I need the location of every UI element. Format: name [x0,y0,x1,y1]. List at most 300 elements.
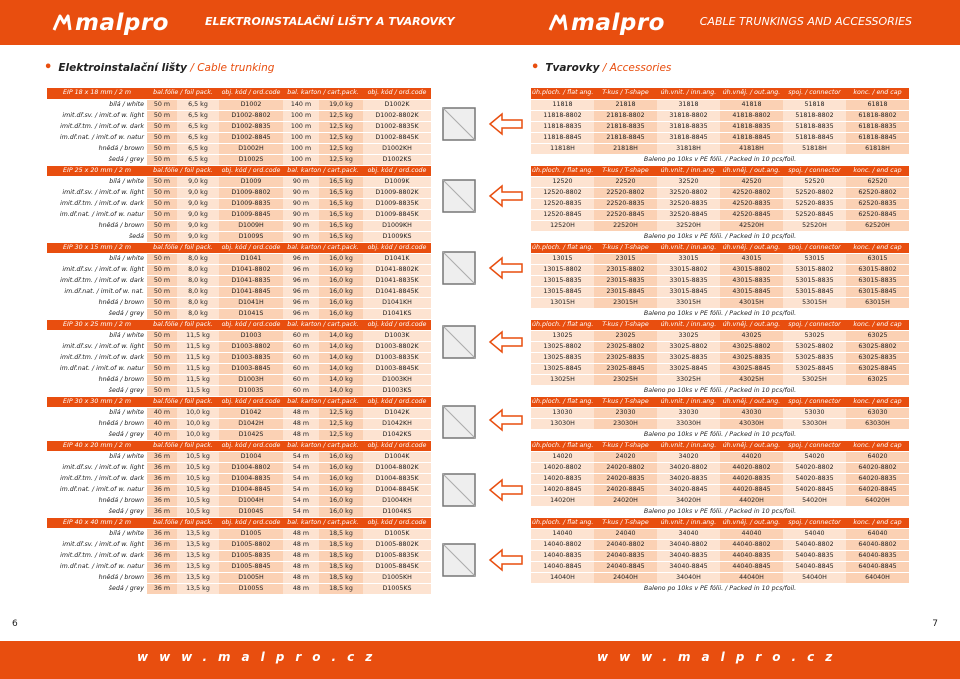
table-cell: D1041-8835K [363,275,431,286]
header-cell: konc. / end cap [846,242,909,253]
table-cell: D1004-8835 [219,473,283,484]
table-cell: 64020-8845 [846,484,909,495]
table-cell: 12520-8802 [531,187,594,198]
table-cell: 40 m [147,407,177,418]
table-cell: D1004KH [363,495,431,506]
header-bar [480,0,960,45]
table-cell: 23025-8835 [594,352,657,363]
table-row [47,495,431,506]
table-cell: 10,5 kg [177,451,219,462]
table-cell: 54040-8845 [783,561,846,572]
color-label: bílá / white [47,528,147,539]
table-cell: D1009S [219,231,283,242]
table-cell: 50 m [147,110,177,121]
table-cell: 11818H [531,143,594,154]
table-row [47,572,431,583]
table-cell: 11,5 kg [177,341,219,352]
header-cell: úh.vnit. / inn.ang. [657,165,720,176]
table-cell: D1042KH [363,418,431,429]
header-cell: bal. karton / cart.pack. [283,242,363,253]
arrow-left-icon [488,112,524,140]
table-cell: 32520 [657,176,720,187]
table-cell: 54020H [783,495,846,506]
table-cell: 41818-8845 [720,132,783,143]
table-cell: 53025H [783,374,846,385]
table-cell: 54020-8845 [783,484,846,495]
header-cell: T-kus / T-shape [594,396,657,407]
header-cell: bal.fólie / foil pack. [147,165,219,176]
table-cell: 33025 [657,330,720,341]
website-link[interactable]: www.malpro.cz [597,650,844,664]
header-cell: bal. karton / cart.pack. [283,88,363,99]
table-cell: D1003-8802K [363,341,431,352]
table-cell: 13,5 kg [177,583,219,594]
table-cell: D1003-8802 [219,341,283,352]
logo-text: malpro [571,10,665,36]
table-cell: D1041-8835 [219,275,283,286]
table-cell: 34020-8845 [657,484,720,495]
table-cell: 11818-8802 [531,110,594,121]
table-cell: 34020 [657,451,720,462]
table-cell: 16,0 kg [319,275,363,286]
table-cell: 60 m [283,363,319,374]
arrow-left-icon [488,256,524,284]
table-cell: 90 m [283,198,319,209]
table-cell: 12520-8835 [531,198,594,209]
table-cell: 90 m [283,176,319,187]
table-cell: D1041KH [363,297,431,308]
table-cell: D1005-8845K [363,561,431,572]
table-cell: 34040-8802 [657,539,720,550]
table-cell: 13025H [531,374,594,385]
table-cell: 43015-8845 [720,286,783,297]
table-cell: 43015 [720,253,783,264]
table-cell: 61818H [846,143,909,154]
table-row [531,341,909,352]
header-cell: obj. kód / ord.code [219,242,283,253]
table-cell: 16,5 kg [319,187,363,198]
table-cell: 44040 [720,528,783,539]
table-cell: 50 m [147,99,177,110]
table-cell: D1005KS [363,583,431,594]
table-cell: 18,5 kg [319,539,363,550]
header-cell: úh.ploch. / flat ang. [531,396,594,407]
table-cell: 23030H [594,418,657,429]
table-cell: 42520 [720,176,783,187]
table-cell: 43025-8845 [720,363,783,374]
header-cell: obj. kód / ord.code [219,440,283,451]
table-cell: 44020-8835 [720,473,783,484]
table-row [47,330,431,341]
table-cell: 53025 [783,330,846,341]
table-cell: 18,5 kg [319,572,363,583]
table-cell: 8,0 kg [177,308,219,319]
table-cell: D1002-8835 [219,121,283,132]
table-cell: 10,0 kg [177,418,219,429]
table-cell: D1002-8845 [219,132,283,143]
table-row [531,99,909,110]
table-cell: 42520-8802 [720,187,783,198]
table-cell: 24020 [594,451,657,462]
header-cell: úh.vněj. / out.ang. [720,319,783,330]
header-cell: úh.ploch. / flat ang. [531,242,594,253]
table-cell: 50 m [147,330,177,341]
table-row [531,187,909,198]
table-row [531,275,909,286]
table-row [47,506,431,517]
packing-note-row [531,429,909,440]
table-cell: 50 m [147,231,177,242]
table-cell: 8,0 kg [177,275,219,286]
table-cell: 100 m [283,143,319,154]
table-cell: D1002K [363,99,431,110]
table-cell: 51818-8802 [783,110,846,121]
table-cell: D1005-8802 [219,539,283,550]
table-group-header [47,242,431,253]
website-link[interactable]: www.malpro.cz [137,650,384,664]
table-row [531,572,909,583]
table-cell: 43015H [720,297,783,308]
table-cell: 64040-8802 [846,539,909,550]
header-cell: obj. kód / ord.code [219,165,283,176]
arrow-left-icon [488,548,524,576]
table-row [47,484,431,495]
table-row [47,407,431,418]
table-cell: 13015-8802 [531,264,594,275]
table-cell: 16,5 kg [319,198,363,209]
table-cell: D1003K [363,330,431,341]
table-row [47,561,431,572]
table-cell: 24020-8802 [594,462,657,473]
table-cell: 63025 [846,374,909,385]
table-cell: 14040-8802 [531,539,594,550]
table-cell: 14,0 kg [319,374,363,385]
table-cell: 51818-8845 [783,132,846,143]
color-label: imit.dř.tm. / imit.of w. dark [47,550,147,561]
table-row [47,209,431,220]
page-number: 7 [932,619,938,629]
table-cell: 100 m [283,132,319,143]
table-cell: D1009H [219,220,283,231]
table-cell: D1003H [219,374,283,385]
header-cell: spoj. / connector [783,440,846,451]
packing-note: Baleno po 10ks v PE fólii. / Packed in 10 pcs/foil. [531,429,909,440]
table-cell: 14,0 kg [319,363,363,374]
malpro-logo[interactable] [548,10,665,36]
table-cell: 36 m [147,561,177,572]
table-cell: 24020-8835 [594,473,657,484]
table-cell: 53015 [783,253,846,264]
table-row [47,308,431,319]
table-cell: D1004-8845K [363,484,431,495]
header-cell: T-kus / T-shape [594,440,657,451]
arrow-left-icon [488,478,524,506]
table-cell: 52520 [783,176,846,187]
table-cell: 13,5 kg [177,561,219,572]
color-label: hnědá / brown [47,374,147,385]
table-group-header [531,88,909,99]
table-cell: D1003KS [363,385,431,396]
table-cell: 12,5 kg [319,110,363,121]
color-label: imit.dř.tm. / imit.of w. dark [47,121,147,132]
table-cell: 64020 [846,451,909,462]
table-cell: 14,0 kg [319,330,363,341]
table-cell: 33025H [657,374,720,385]
table-cell: 48 m [283,429,319,440]
table-cell: 16,0 kg [319,473,363,484]
table-cell: D1003-8845 [219,363,283,374]
table-row [531,561,909,572]
table-cell: 33025-8802 [657,341,720,352]
table-cell: 14040-8845 [531,561,594,572]
trunking-illustration [439,540,479,580]
header-cell: EIP 30 x 15 mm / 2 m [47,242,147,253]
table-cell: D1003S [219,385,283,396]
table-cell: D1004K [363,451,431,462]
table-cell: 53015-8845 [783,286,846,297]
packing-note: Baleno po 10ks v PE fólii. / Packed in 10 pcs/foil. [531,308,909,319]
table-row [47,231,431,242]
header-cell: obj. kód / ord.code [363,440,431,451]
table-cell: D1009K [363,176,431,187]
table-cell: D1042K [363,407,431,418]
table-cell: 22520-8802 [594,187,657,198]
table-cell: 34040-8835 [657,550,720,561]
header-cell: bal.fólie / foil pack. [147,242,219,253]
table-cell: 12,5 kg [319,143,363,154]
table-cell: 51818 [783,99,846,110]
color-label: bílá / white [47,407,147,418]
table-group-header [47,517,431,528]
packing-note-row [531,154,909,165]
table-cell: 16,5 kg [319,176,363,187]
table-cell: 43025-8835 [720,352,783,363]
header-cell: obj. kód / ord.code [363,165,431,176]
table-row [47,385,431,396]
table-cell: 33030 [657,407,720,418]
table-cell: D1004-8802K [363,462,431,473]
table-cell: 50 m [147,341,177,352]
table-cell: 63030H [846,418,909,429]
table-cell: D1005-8835K [363,550,431,561]
table-cell: 36 m [147,451,177,462]
table-cell: 61818-8845 [846,132,909,143]
table-cell: D1041K [363,253,431,264]
malpro-logo[interactable] [52,10,169,36]
table-cell: 51818-8835 [783,121,846,132]
table-cell: 11818-8835 [531,121,594,132]
header-cell: úh.ploch. / flat ang. [531,517,594,528]
table-cell: 24040H [594,572,657,583]
table-cell: 43015-8802 [720,264,783,275]
table-cell: 60 m [283,341,319,352]
header-cell: bal. karton / cart.pack. [283,165,363,176]
color-label: im.dř.nat. / imit.of w. natur [47,363,147,374]
table-cell: D1041KS [363,308,431,319]
table-cell: 18,5 kg [319,528,363,539]
table-cell: 50 m [147,132,177,143]
table-cell: 12520-8845 [531,209,594,220]
table-cell: 10,5 kg [177,462,219,473]
header-cell: úh.vnit. / inn.ang. [657,242,720,253]
header-cell: obj. kód / ord.code [219,517,283,528]
table-row [47,154,431,165]
page-number: 6 [12,619,18,629]
table-cell: 8,0 kg [177,297,219,308]
color-label: hnědá / brown [47,495,147,506]
table-group-header [47,88,431,99]
table-row [47,363,431,374]
table-cell: D1009-8802 [219,187,283,198]
table-row [531,286,909,297]
table-cell: 12520H [531,220,594,231]
color-label: bílá / white [47,99,147,110]
table-cell: 13030 [531,407,594,418]
table-cell: 63015-8802 [846,264,909,275]
table-cell: 50 m [147,154,177,165]
table-cell: 36 m [147,528,177,539]
table-cell: 44020-8845 [720,484,783,495]
table-row [47,429,431,440]
table-cell: D1002KS [363,154,431,165]
table-cell: 36 m [147,583,177,594]
table-cell: 90 m [283,187,319,198]
accessories-table [531,88,909,595]
table-row [531,451,909,462]
table-cell: 96 m [283,308,319,319]
table-cell: 33015 [657,253,720,264]
table-cell: 54040 [783,528,846,539]
table-cell: 36 m [147,572,177,583]
table-cell: 44040-8845 [720,561,783,572]
table-cell: 54 m [283,473,319,484]
table-cell: 14,0 kg [319,352,363,363]
header-cell: konc. / end cap [846,165,909,176]
table-row [531,528,909,539]
table-cell: 31818H [657,143,720,154]
table-cell: 14020-8835 [531,473,594,484]
table-cell: 53015H [783,297,846,308]
table-cell: 43025H [720,374,783,385]
table-cell: 10,0 kg [177,429,219,440]
table-row [47,352,431,363]
logo-mark-icon [548,13,568,33]
header-cell: obj. kód / ord.code [363,242,431,253]
color-label: im.dř.nat. / imit.of w. natur [47,132,147,143]
table-cell: 34020-8835 [657,473,720,484]
table-cell: 13,5 kg [177,528,219,539]
table-cell: 24040 [594,528,657,539]
table-cell: 50 m [147,253,177,264]
table-cell: 60 m [283,385,319,396]
table-cell: 36 m [147,539,177,550]
table-row [47,462,431,473]
header-cell: bal.fólie / foil pack. [147,319,219,330]
table-cell: 52520H [783,220,846,231]
packing-note: Baleno po 10ks v PE fólii. / Packed in 10 pcs/foil. [531,506,909,517]
table-cell: 33015-8845 [657,286,720,297]
table-cell: 48 m [283,407,319,418]
table-cell: 100 m [283,121,319,132]
table-cell: D1041S [219,308,283,319]
header-cell: bal. karton / cart.pack. [283,440,363,451]
table-cell: 40 m [147,418,177,429]
header-cell: konc. / end cap [846,517,909,528]
table-cell: 48 m [283,550,319,561]
header-cell: T-kus / T-shape [594,517,657,528]
table-cell: 63015-8835 [846,275,909,286]
table-row [47,539,431,550]
table-cell: 36 m [147,550,177,561]
table-cell: 18,5 kg [319,561,363,572]
header-cell: úh.ploch. / flat ang. [531,88,594,99]
table-cell: 50 m [147,209,177,220]
table-cell: 31818 [657,99,720,110]
table-cell: 53015-8835 [783,275,846,286]
table-cell: 44020 [720,451,783,462]
table-cell: D1004-8845 [219,484,283,495]
table-cell: 16,0 kg [319,297,363,308]
table-cell: 24020-8845 [594,484,657,495]
table-row [531,462,909,473]
table-cell: 21818 [594,99,657,110]
table-cell: 50 m [147,143,177,154]
table-cell: 34040H [657,572,720,583]
table-row [531,495,909,506]
table-cell: 32520-8835 [657,198,720,209]
header-cell: T-kus / T-shape [594,88,657,99]
header-cell: obj. kód / ord.code [219,396,283,407]
table-cell: D1009-8845 [219,209,283,220]
table-cell: D1002H [219,143,283,154]
header-cell: úh.ploch. / flat ang. [531,165,594,176]
color-label: imit.dř.tm. / imit.of w. dark [47,473,147,484]
header-cell: úh.vněj. / out.ang. [720,440,783,451]
header-cell: EIP 30 x 25 mm / 2 m [47,319,147,330]
table-cell: 64040H [846,572,909,583]
table-row [531,209,909,220]
table-group-header [531,242,909,253]
table-cell: 12520 [531,176,594,187]
table-cell: 13,5 kg [177,539,219,550]
color-label: šedá / grey [47,308,147,319]
table-cell: 48 m [283,418,319,429]
header-cell: bal. karton / cart.pack. [283,319,363,330]
table-cell: D1002-8845K [363,132,431,143]
table-cell: 34020-8802 [657,462,720,473]
table-cell: 50 m [147,264,177,275]
table-cell: D1009-8802K [363,187,431,198]
table-row [531,132,909,143]
color-label: hnědá / brown [47,297,147,308]
table-cell: D1005KH [363,572,431,583]
table-group-header [531,440,909,451]
table-cell: D1009-8835 [219,198,283,209]
table-cell: 62520-8835 [846,198,909,209]
header-cell: spoj. / connector [783,319,846,330]
table-cell: 54 m [283,506,319,517]
table-group-header [47,440,431,451]
header-cell: úh.ploch. / flat ang. [531,440,594,451]
table-cell: 23015H [594,297,657,308]
table-cell: D1004-8802 [219,462,283,473]
packing-note: Baleno po 10ks v PE fólii. / Packed in 10 pcs/foil. [531,385,909,396]
header-cell: obj. kód / ord.code [363,517,431,528]
color-label: imit.dř.sv. / imit.of w. light [47,341,147,352]
table-cell: 90 m [283,231,319,242]
table-cell: D1009-8835K [363,198,431,209]
table-cell: 50 m [147,220,177,231]
